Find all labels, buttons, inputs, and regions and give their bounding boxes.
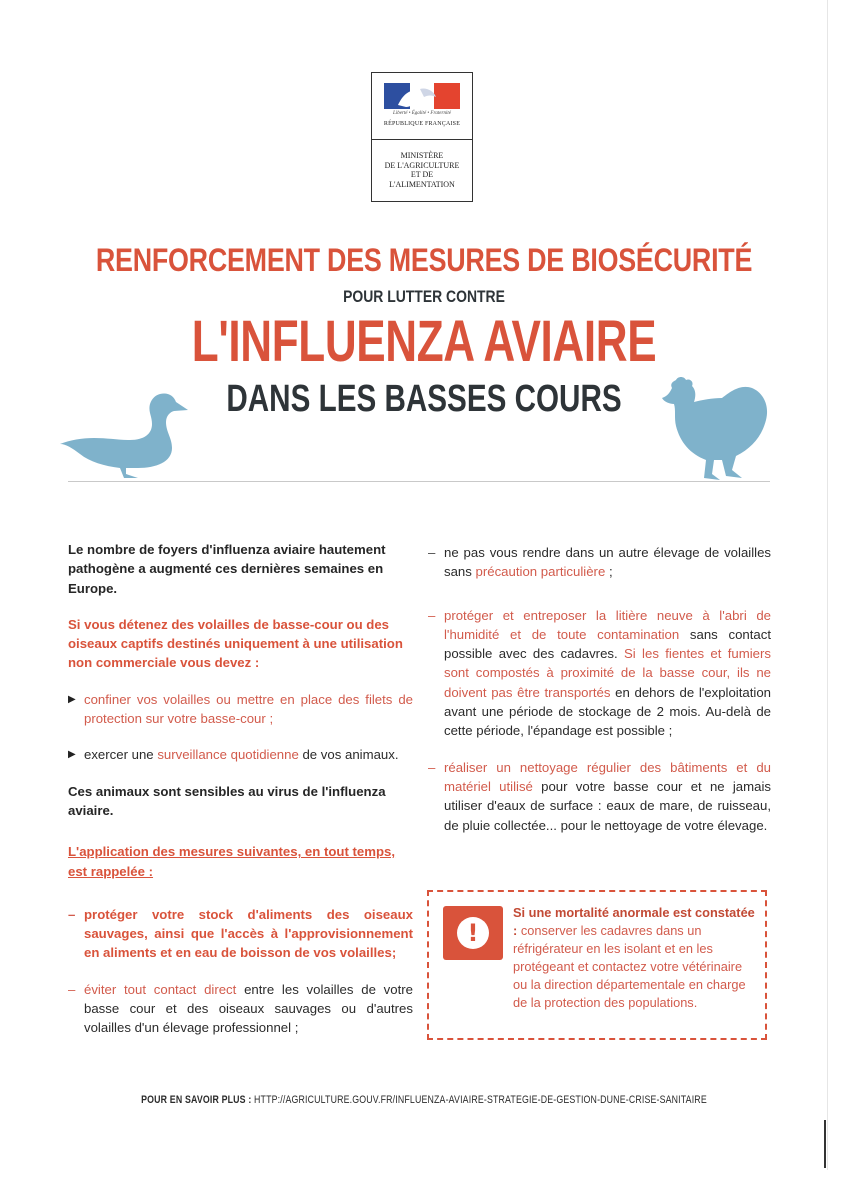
bullet-text: confiner vos volailles ou mettre en place des filets de protection sur votre basse-cour ; [84,691,413,727]
page-edge-line [827,0,828,1170]
dash-highlight: éviter tout contact direct [84,981,237,997]
ground-line [68,481,770,482]
dash-highlight: Si les fientes et fumiers sont compostés à proximité de la basse cour, ils ne doivent pas être transportés [444,646,771,700]
dash-highlight: protéger et entreposer la litière neuve à l'abri de l'humidité et de toute contamination [444,607,771,642]
republic-name: RÉPUBLIQUE FRANÇAISE [383,121,461,127]
title-line-3: L'INFLUENZA AVIAIRE [191,309,657,374]
title-line-1: RENFORCEMENT DES MESURES DE BIOSÉCURITÉ [95,242,753,278]
dash-bullet-icon: – [68,981,76,997]
list-item [68,905,413,963]
dash-text: sans contact possible avec des cadavres. [444,626,771,662]
page-edge-mark [824,1120,826,1168]
dash-text: protéger votre stock d'aliments des oiseaux sauvages, ainsi que l'accès à l'approvisionnement en aliments et en eau de boisson de vos volailles; [84,906,413,961]
intro-text: Le nombre de foyers d'influenza aviaire hautement pathogène a augmenté ces dernières semaines en Europe. [68,542,386,596]
motto: Liberté • Égalité • Fraternité [393,111,451,116]
title-line-4: DANS LES BASSES COURS [226,378,622,420]
dash-text: en dehors de l'exploitation avant une période de stockage de 2 mois. Au-delà de cette période, l'épandage est possible ; [444,684,771,739]
dash-highlight: précaution particulière [475,564,606,580]
alert-heading: Si une mortalité anormale est constatée : [513,905,755,938]
dash-bullet-icon: – [428,759,436,775]
alert-body: conserver les cadavres dans un réfrigérateur en les isolant et en les protégeant et contactez votre vétérinaire ou la direction départementale en charge de la protection des populations. [513,923,746,1010]
dash-text: entre les volailles de votre basse cour et des oiseaux sauvages ou d'autres volailles d'un élevage professionnel ; [84,981,413,1036]
list-item [428,758,771,835]
alert-text [513,904,759,1012]
exclamation-circle-icon: ! [457,917,489,949]
ministry-logo [371,72,473,202]
bullet-highlight: surveillance quotidienne [157,747,299,763]
ministry-line: DE L'AGRICULTURE [384,160,460,170]
ministry-name [372,140,472,189]
list-item [68,980,413,1038]
duck-icon [60,388,190,482]
hen-icon [662,374,774,484]
holder-heading: Si vous détenez des volailles de basse-cour ou des oiseaux captifs destinés uniquement à une utilisation non commerciale vous devez : [68,616,403,671]
dash-text: ; [605,564,613,580]
alert-badge [443,906,503,960]
marianne-icon [384,83,460,109]
footer [85,1094,763,1106]
list-item [428,606,771,741]
list-item [68,690,413,729]
dash-bullet-icon: – [428,607,436,623]
list-item [68,745,413,764]
footer-label: POUR EN SAVOIR PLUS : [141,1094,255,1106]
mortality-alert-box [427,890,767,1040]
triangle-bullet-icon: ▶ [68,693,76,705]
ministry-line: L'ALIMENTATION [389,179,455,189]
right-column [428,543,771,852]
dash-bullet-icon: – [428,545,436,560]
triangle-bullet-icon: ▶ [68,749,76,761]
bullet-text: de vos animaux. [298,747,399,763]
sensitive-text: Ces animaux sont sensibles au virus de l'influenza aviaire. [68,783,386,818]
footer-url[interactable]: HTTP://AGRICULTURE.GOUV.FR/INFLUENZA-AVIAIRE-STRATEGIE-DE-GESTION-DUNE-CRISE-SANITAIRE [254,1094,707,1106]
dash-text: ne pas vous rendre dans un autre élevage de volailles sans [444,545,771,580]
dash-highlight: réaliser un nettoyage régulier des bâtiments et du matériel utilisé [444,759,771,794]
ministry-line: MINISTÈRE [400,151,444,160]
measures-heading: L'application des mesures suivantes, en tout temps, est rappelée : [68,844,396,879]
left-column [68,540,413,1055]
ministry-line: ET DE [410,170,434,180]
dash-bullet-icon: – [68,906,76,922]
title-line-2: POUR LUTTER CONTRE [343,287,505,306]
list-item [428,543,771,582]
dash-text: pour votre basse cour et ne jamais utiliser d'eaux de surface : eaux de mare, de ruisseau, de pluie collectée... pour le nettoyage de votre élevage. [444,778,771,833]
bullet-text: exercer une [84,747,158,763]
marianne-block [372,73,472,140]
